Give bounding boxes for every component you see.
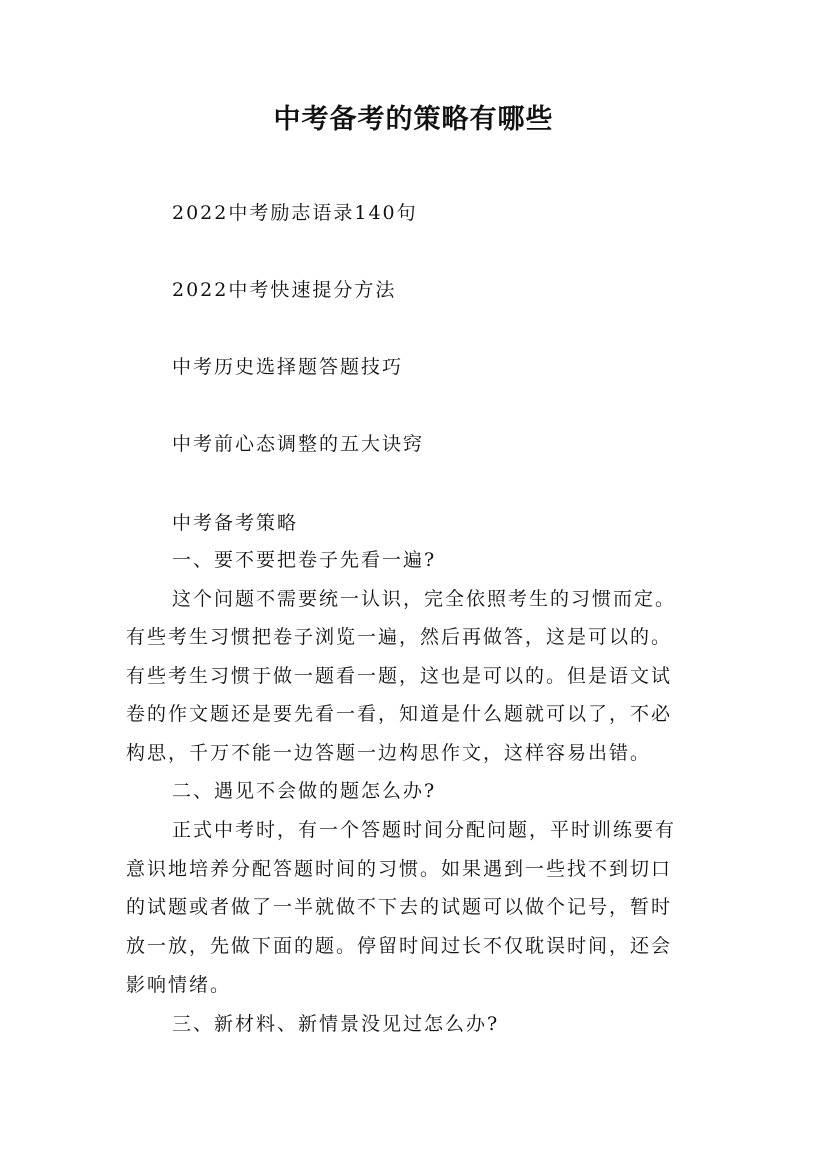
document-title: 中考备考的策略有哪些 xyxy=(273,104,554,135)
question-heading: 二、遇见不会做的题怎么办? xyxy=(172,780,437,802)
section-heading: 中考备考策略 xyxy=(172,512,299,534)
paragraph-line: 有些考生习惯把卷子浏览一遍，然后再做答，这是可以的。 xyxy=(126,626,673,648)
question-heading: 一、要不要把卷子先看一遍? xyxy=(172,549,437,571)
paragraph-line: 的试题或者做了一半就做不下去的试题可以做个记号，暂时 xyxy=(126,896,673,918)
paragraph-line: 卷的作文题还是要先看一看，知道是什么题就可以了，不必 xyxy=(126,703,673,725)
related-link[interactable]: 中考历史选择题答题技巧 xyxy=(172,356,404,378)
paragraph-line: 有些考生习惯于做一题看一题，这也是可以的。但是语文试 xyxy=(126,665,673,687)
paragraph-line: 正式中考时，有一个答题时间分配问题，平时训练要有 xyxy=(172,819,677,841)
related-link[interactable]: 2022中考快速提分方法 xyxy=(172,279,397,301)
paragraph-line: 构思，千万不能一边答题一边构思作文，这样容易出错。 xyxy=(126,742,652,764)
paragraph-line: 放一放，先做下面的题。停留时间过长不仅耽误时间，还会 xyxy=(126,935,673,957)
related-link[interactable]: 中考前心态调整的五大诀窍 xyxy=(172,433,425,455)
related-link[interactable]: 2022中考励志语录140句 xyxy=(172,202,418,224)
question-heading: 三、新材料、新情景没见过怎么办? xyxy=(172,1013,500,1035)
paragraph-line: 意识地培养分配答题时间的习惯。如果遇到一些找不到切口 xyxy=(126,858,673,880)
paragraph-line: 这个问题不需要统一认识，完全依照考生的习惯而定。 xyxy=(172,588,677,610)
paragraph-line: 影响情绪。 xyxy=(126,974,232,996)
